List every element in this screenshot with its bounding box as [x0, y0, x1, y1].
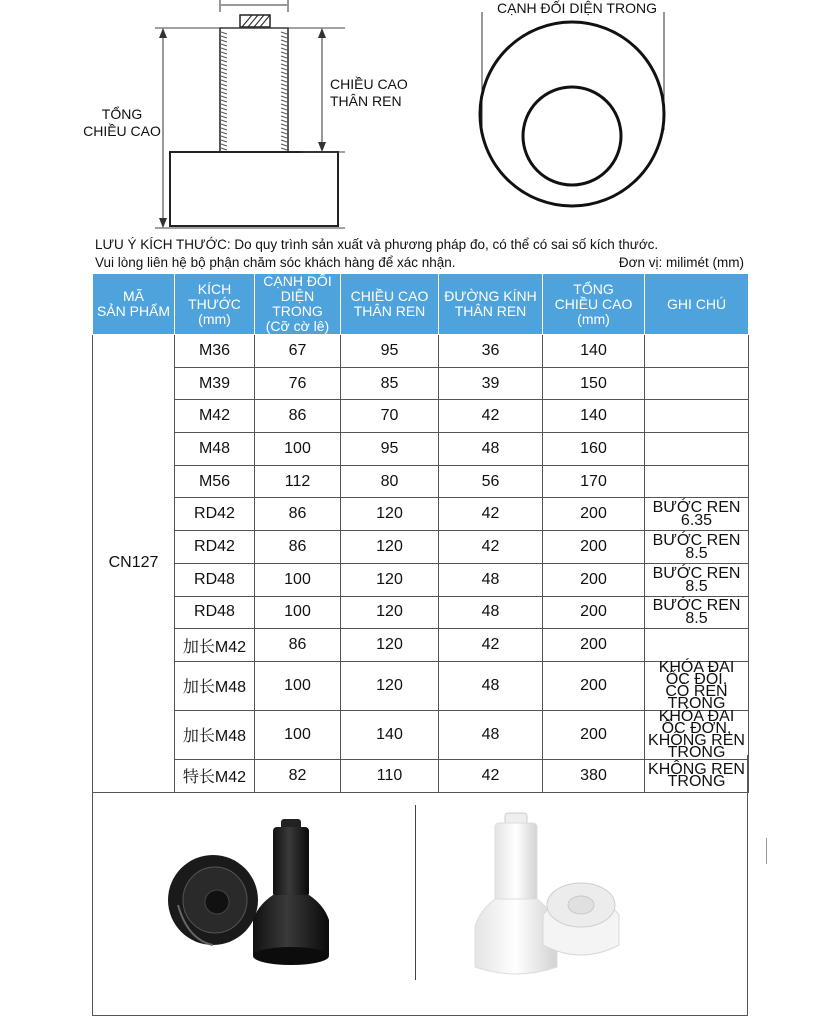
cell-size: RD48: [175, 596, 255, 629]
label-total-height: TỔNG CHIỀU CAO: [83, 106, 161, 139]
cell-total-height: 140: [543, 335, 645, 368]
cell-thread-height: 120: [341, 563, 439, 596]
cell-note: [645, 400, 749, 433]
cell-note-line: KHÓA ĐAI ỐC ĐƠN,: [658, 707, 735, 737]
cell-total-height: 200: [543, 498, 645, 531]
cell-size: RD48: [175, 563, 255, 596]
cell-across-flats: 100: [255, 710, 341, 759]
cell-note: [645, 433, 749, 466]
cell-thread-height: 95: [341, 335, 439, 368]
cell-thread-diameter: 36: [439, 335, 543, 368]
cell-thread-height: 120: [341, 596, 439, 629]
cell-thread-diameter: 42: [439, 498, 543, 531]
cell-thread-diameter: 56: [439, 465, 543, 498]
cell-size: M36: [175, 335, 255, 368]
inner-ring: [523, 87, 621, 185]
cell-thread-height: 120: [341, 661, 439, 710]
cell-note-line: CÓ REN TRONG: [665, 682, 728, 712]
cell-size: 特长M42: [175, 759, 255, 792]
dimension-diagram: [0, 0, 824, 236]
header-across-flats: CẠNH ĐỐI DIỆN TRONG (Cỡ cờ lê): [255, 274, 341, 335]
cell-note: BƯỚC REN 6.35: [645, 498, 749, 531]
cell-total-height: 140: [543, 400, 645, 433]
cell-across-flats: 100: [255, 433, 341, 466]
cell-size: 加长M42: [175, 629, 255, 662]
cell-thread-height: 120: [341, 531, 439, 564]
cell-thread-diameter: 48: [439, 433, 543, 466]
white-cap-photo: [543, 883, 619, 955]
cell-across-flats: 76: [255, 367, 341, 400]
cell-size: M48: [175, 433, 255, 466]
dimension-note: LƯU Ý KÍCH THƯỚC: Do quy trình sản xuất và phương pháp đo, có thể có sai số kích thước.: [95, 237, 659, 252]
cell-thread-height: 70: [341, 400, 439, 433]
cell-thread-diameter: 48: [439, 563, 543, 596]
cell-thread-diameter: 42: [439, 629, 543, 662]
cell-size: 加长M48: [175, 661, 255, 710]
cell-size: 加长M48: [175, 710, 255, 759]
cell-thread-height: 80: [341, 465, 439, 498]
cell-total-height: 200: [543, 661, 645, 710]
cell-note: BƯỚC REN 8.5: [645, 531, 749, 564]
cell-note: [645, 335, 749, 368]
contact-note: Vui lòng liên hệ bộ phận chăm sóc khách hàng để xác nhận.: [95, 255, 456, 270]
product-photos: [92, 755, 748, 1016]
cell-thread-diameter: 48: [439, 596, 543, 629]
cell-note: KHÔNG REN TRONG: [645, 759, 749, 792]
cell-total-height: 200: [543, 710, 645, 759]
header-product-code: MÃ SẢN PHẨM: [93, 274, 175, 335]
cell-note: BƯỚC REN 8.5: [645, 563, 749, 596]
table-header-row: [93, 274, 749, 335]
edge-mark: [766, 838, 767, 864]
cell-across-flats: 100: [255, 596, 341, 629]
cell-note: [645, 367, 749, 400]
cell-note: [645, 629, 749, 662]
cell-total-height: 160: [543, 433, 645, 466]
header-notes: GHI CHÚ: [645, 274, 749, 335]
cell-size: M39: [175, 367, 255, 400]
cell-total-height: 170: [543, 465, 645, 498]
cell-across-flats: 86: [255, 400, 341, 433]
cell-note-line: KHÓA ĐAI ỐC ĐÔI,: [658, 658, 735, 688]
cell-size: M56: [175, 465, 255, 498]
cell-across-flats: 100: [255, 661, 341, 710]
black-cap-photo: [168, 855, 258, 945]
cell-across-flats: 67: [255, 335, 341, 368]
cell-thread-height: 110: [341, 759, 439, 792]
table-row: [93, 335, 749, 368]
base-body: [170, 152, 338, 226]
cell-note: [645, 707, 749, 761]
cell-thread-diameter: 39: [439, 367, 543, 400]
table-row: [93, 367, 749, 400]
cell-thread-diameter: 42: [439, 759, 543, 792]
cell-note: BƯỚC REN 8.5: [645, 596, 749, 629]
cell-thread-height: 85: [341, 367, 439, 400]
spec-table: [92, 273, 749, 793]
cell-note: [645, 658, 749, 712]
header-size: KÍCH THƯỚC (mm): [175, 274, 255, 335]
cell-thread-diameter: 42: [439, 531, 543, 564]
cell-total-height: 150: [543, 367, 645, 400]
label-across-flats: CẠNH ĐỐI DIỆN TRONG: [497, 0, 657, 16]
table-row: [93, 596, 749, 629]
white-plug-photo: [475, 813, 557, 974]
table-row: [93, 465, 749, 498]
cell-note: [645, 465, 749, 498]
cell-note-line: KHÔNG REN TRONG: [648, 731, 745, 761]
cell-product-code: CN127: [93, 335, 175, 793]
table-row: [93, 629, 749, 662]
cell-total-height: 200: [543, 629, 645, 662]
table-row: [93, 400, 749, 433]
cell-across-flats: 86: [255, 531, 341, 564]
outer-ring: [480, 22, 664, 206]
cell-across-flats: 112: [255, 465, 341, 498]
table-row: [93, 498, 749, 531]
cell-size: RD42: [175, 498, 255, 531]
cell-thread-diameter: 42: [439, 400, 543, 433]
table-row: [93, 531, 749, 564]
cell-thread-height: 140: [341, 710, 439, 759]
table-row: [93, 563, 749, 596]
cell-across-flats: 86: [255, 498, 341, 531]
header-thread-height: CHIỀU CAO THÂN REN: [341, 274, 439, 335]
unit-label: Đơn vị: milimét (mm): [618, 255, 744, 270]
cell-total-height: 380: [543, 759, 645, 792]
table-row: [93, 433, 749, 466]
table-row: [93, 661, 749, 710]
cell-thread-height: 120: [341, 498, 439, 531]
header-thread-diameter: ĐƯỜNG KÍNH THÂN REN: [439, 274, 543, 335]
cell-across-flats: 100: [255, 563, 341, 596]
cell-thread-diameter: 48: [439, 710, 543, 759]
cell-size: M42: [175, 400, 255, 433]
black-plug-photo: [253, 819, 329, 965]
cell-thread-height: 95: [341, 433, 439, 466]
table-row: [93, 710, 749, 759]
thread-shaft: [220, 28, 288, 152]
header-total-height: TỔNG CHIỀU CAO (mm): [543, 274, 645, 335]
cell-across-flats: 86: [255, 629, 341, 662]
cell-total-height: 200: [543, 531, 645, 564]
cell-total-height: 200: [543, 563, 645, 596]
cell-across-flats: 82: [255, 759, 341, 792]
cell-size: RD42: [175, 531, 255, 564]
cell-thread-diameter: 48: [439, 661, 543, 710]
cell-thread-height: 120: [341, 629, 439, 662]
label-thread-height: CHIỀU CAO THÂN REN: [330, 76, 408, 109]
cell-total-height: 200: [543, 596, 645, 629]
